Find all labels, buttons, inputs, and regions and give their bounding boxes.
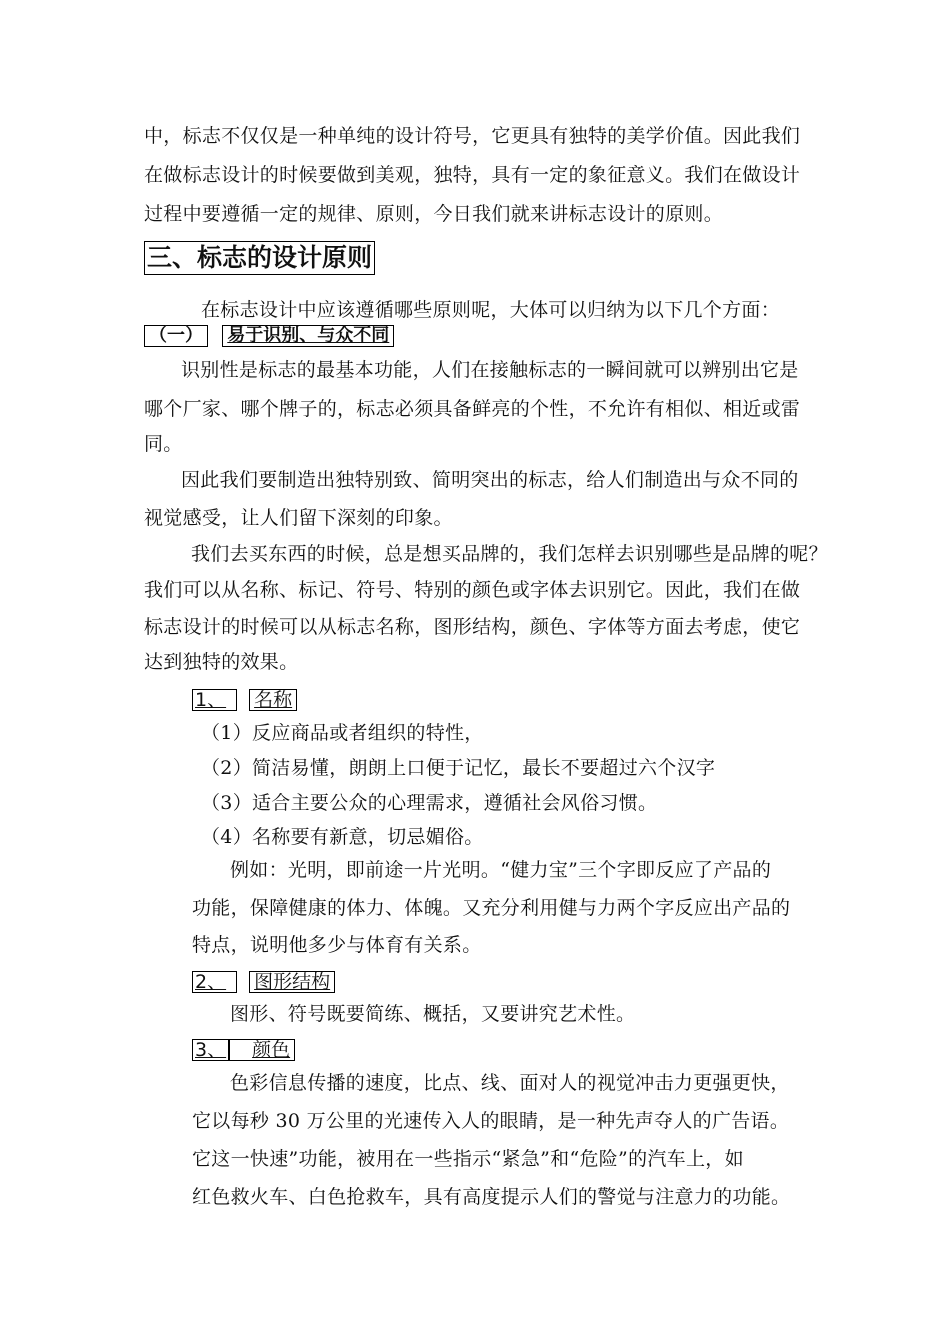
example-line: 特点，说明他多少与体育有关系。 [192,934,482,956]
paragraph-line: 我们去买东西的时候，总是想买品牌的，我们怎样去识别哪些是品牌的呢？ [191,543,828,565]
paragraph-line: 达到独特的效果。 [144,651,299,673]
item-title: 名称 [249,689,297,711]
paragraph-line: 标志设计的时候可以从标志名称，图形结构，颜色、字体等方面去考虑，使它 [144,616,801,638]
intro-line: 在做标志设计的时候要做到美观，独特，具有一定的象征意义。我们在做设计 [144,164,801,186]
paragraph-line: 色彩信息传播的速度，比点、线、面对人的视觉冲击力更强更快， [230,1072,790,1094]
intro-line: 过程中要遵循一定的规律、原则，今日我们就来讲标志设计的原则。 [144,203,724,225]
intro-line: 中，标志不仅仅是一种单纯的设计符号，它更具有独特的美学价值。因此我们 [144,125,801,147]
paragraph-line: 识别性是标志的最基本功能，人们在接触标志的一瞬间就可以辨别出它是 [181,359,799,381]
item-number: 3、 [192,1039,229,1061]
list-item: （3）适合主要公众的心理需求，遵循社会风俗习惯。 [201,792,658,814]
paragraph-line: 同。 [144,433,183,455]
section-title: 三、标志的设计原则 [144,241,375,275]
item-title: 颜色 [229,1039,295,1061]
example-line: 功能，保障健康的体力、体魄。又充分利用健与力两个字反应出产品的 [192,897,791,919]
paragraph-line: 我们可以从名称、标记、符号、特别的颜色或字体去识别它。因此，我们在做 [144,579,801,601]
section-intro: 在标志设计中应该遵循哪些原则呢，大体可以归纳为以下几个方面： [201,299,781,321]
paragraph-line: 哪个厂家、哪个牌子的，标志必须具备鲜亮的个性，不允许有相似、相近或雷 [144,398,801,420]
list-item: （2）简洁易懂，朗朗上口便于记忆，最长不要超过六个汉字 [201,757,716,779]
paragraph-line: 因此我们要制造出独特别致、简明突出的标志，给人们制造出与众不同的 [181,469,799,491]
paragraph-line: 它以每秒 30 万公里的光速传入人的眼睛，是一种先声夺人的广告语。 [192,1110,790,1132]
paragraph-line: 图形、符号既要简练、概括，又要讲究艺术性。 [230,1003,636,1025]
paragraph-line: 红色救火车、白色抢救车，具有高度提示人们的警觉与注意力的功能。 [192,1186,791,1208]
item-heading [192,689,297,711]
example-line: 例如：光明，即前途一片光明。“健力宝”三个字即反应了产品的 [230,859,772,881]
list-item: （1）反应商品或者组织的特性， [201,722,484,744]
subsection-title: 易于识别、与众不同 [222,325,394,347]
item-heading [192,971,335,993]
subsection-number: （一） [144,325,208,347]
paragraph-line: 它这一快速”功能，被用在一些指示“紧急”和“危险”的汽车上，如 [192,1148,744,1170]
item-heading [192,1039,295,1061]
item-number: 2、 [192,971,237,993]
paragraph-line: 视觉感受，让人们留下深刻的印象。 [144,507,453,529]
item-number: 1、 [192,689,237,711]
item-title: 图形结构 [249,971,335,993]
subsection-heading [144,325,394,347]
list-item: （4）名称要有新意，切忌媚俗。 [201,826,484,848]
